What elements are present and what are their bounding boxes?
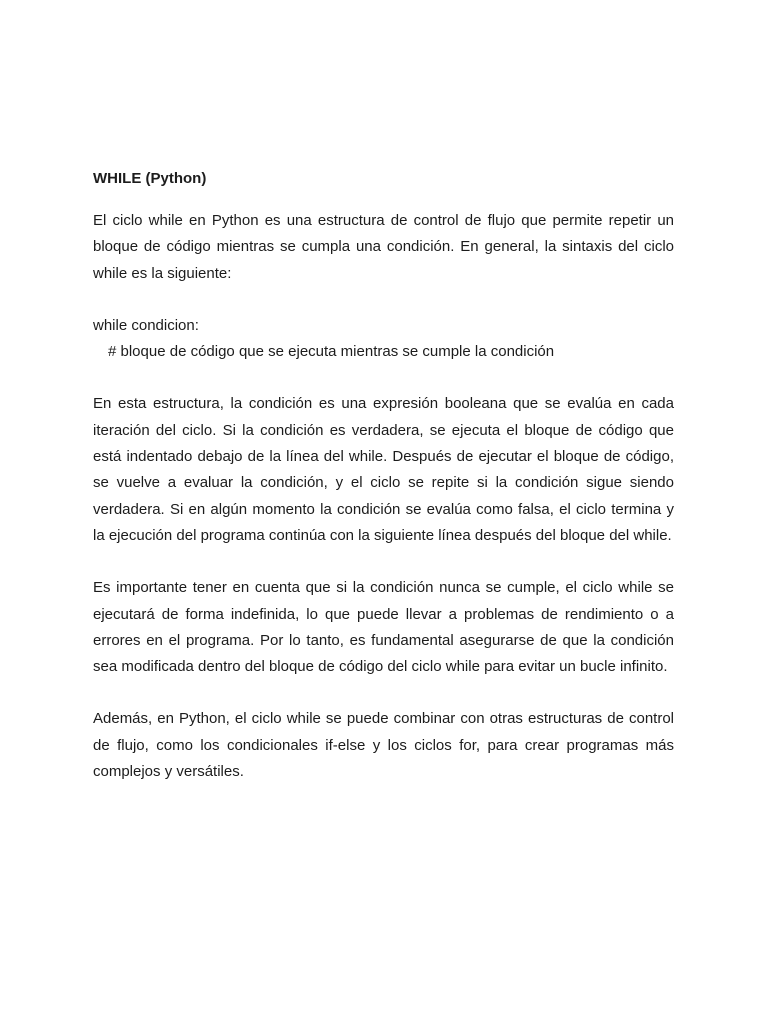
warning-paragraph: Es importante tener en cuenta que si la condición nunca se cumple, el ciclo while se ejecutará de forma indefinida, lo que puede llevar a problemas de rendimiento o a errores en el programa. Por lo tanto, es fundamental asegurarse de que la condición sea modificada dentro del bloque de código del ciclo while para evitar un bucle infinito. [93, 579, 674, 676]
intro-paragraph: El ciclo while en Python es una estructura de control de flujo que permite repetir un bloque de código mientras se cumpla una condición. En general, la sintaxis del ciclo while es la siguiente: [93, 212, 674, 282]
document-title: WHILE (Python) [93, 170, 207, 187]
code-line-comment: # bloque de código que se ejecuta mientras se cumple la condición [108, 343, 555, 361]
closing-paragraph: Además, en Python, el ciclo while se puede combinar con otras estructuras de control de flujo, como los condicionales if-else y los ciclos for, para crear programas más complejos y versátiles. [93, 710, 674, 781]
code-line-while: while condicion: [93, 316, 199, 334]
explanation-paragraph: En esta estructura, la condición es una expresión booleana que se evalúa en cada iteración del ciclo. Si la condición es verdadera, se ejecuta el bloque de código que está indentado debajo de la línea del while. Después de ejecutar el bloque de código, se vuelve a evaluar la condición, y el ciclo se repite si la condición sigue siendo verdadera. Si en algún momento la condición se evalúa como falsa, el ciclo termina y la ejecución del programa continúa con la siguiente línea después del bloque del while. [93, 395, 674, 544]
document-page [93, 168, 674, 811]
code-example [93, 313, 674, 366]
